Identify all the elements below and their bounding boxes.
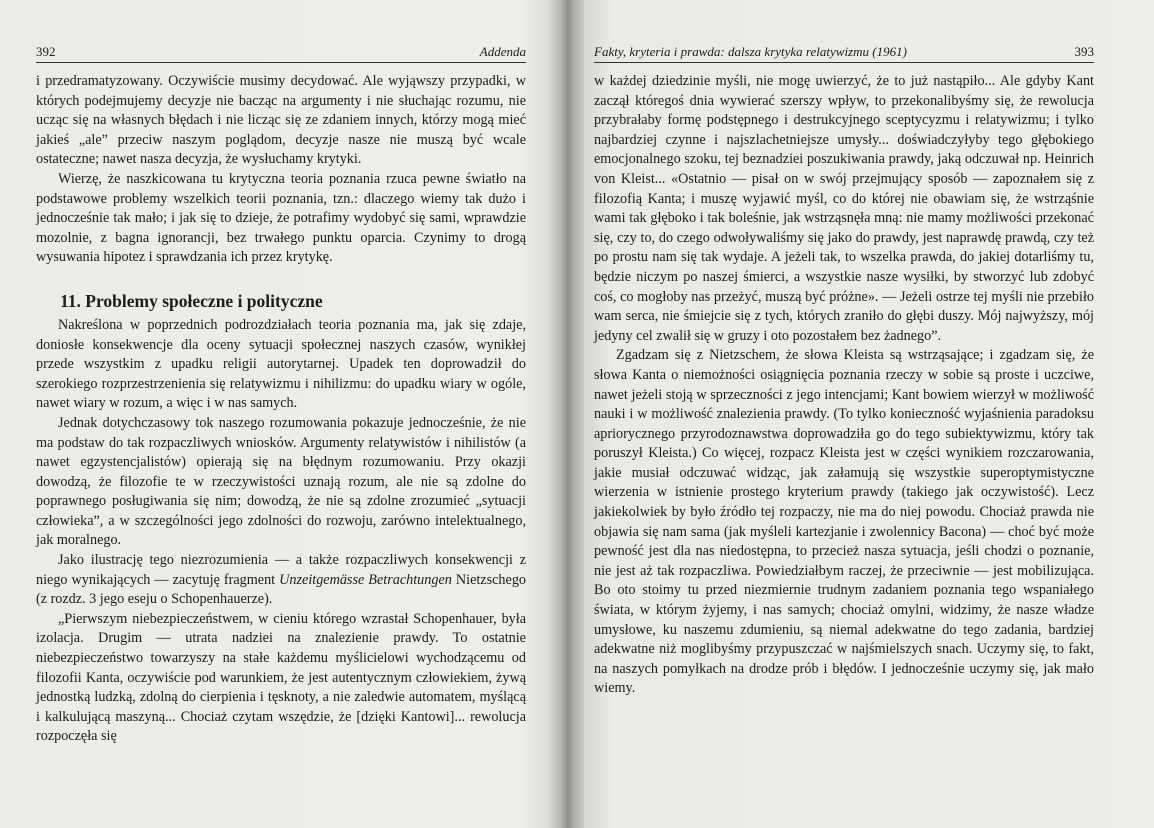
section-heading: 11. Problemy społeczne i polityczne (60, 290, 323, 311)
left-header-rule (36, 62, 526, 63)
left-paragraph-4: Jednak dotychczasowy tok naszego rozumowania pokazuje jednocześnie, że nie ma podstaw do tak rozpaczliwych wniosków. Argumenty relatywistów i nihilistów (a nawet egzystencjalistów) opierają się na błędnym rozumowaniu. Przy okazji dowodzą, że filozofie te w rzeczywistości uznają rozum, ale nie są zdolne do poprawnego posługiwania się nim; dowodzą, że nie są zdolne zrozumieć „sytuacji człowieka”, a w szczególności jego zdolności do rozwoju, zarówno intelektualnego, jak moralnego. (36, 414, 526, 549)
left-paragraph-6-quote: „Pierwszym niebezpieczeństwem, w cieniu którego wzrastał Schopenhauer, była izolacja. Drugim — utrata nadziei na znalezienie prawdy. To ostatnie niebezpieczeństwo towarzyszy na stałe każdemu myślicielowi wychodzącemu od filozofii Kanta, oczywiście pod warunkiem, że jest autentycznym człowiekiem, żywą jednostką ludzką, zdolną do cierpienia i tęsknoty, a nie zaledwie automatem, myślącą i kalkulującą maszyną... Chociaż czytam wszędzie, że [dzięki Kantowi]... rewolucja rozpoczęła się (36, 610, 526, 745)
left-paragraph-5 (36, 551, 526, 610)
left-paragraph-3: Nakreślona w poprzednich podrozdziałach teoria poznania ma, jak się zdaje, doniosłe konsekwencje dla oceny sytuacji społecznej naszych czasów, wynikłej przede wszystkim z upadku religii autorytarnej. Upadek ten doprowadził do szerokiego rozprzestrzenienia się relatywizmu i nihilizmu: do upadku wiary w ogóle, nawet wiary w rozum, a więc i w nas samych. (36, 316, 526, 412)
right-running-head: Fakty, kryteria i prawda: dalsza krytyka relatywizmu (1961) (594, 44, 907, 59)
right-page (580, 0, 1154, 828)
book-title-reference: Unzeitgemässe Betrachtungen (279, 571, 452, 588)
right-page-body (594, 72, 1094, 699)
right-paragraph-1: w każdej dziedzinie myśli, nie mogę uwierzyć, że to już nastąpiło... Ale gdyby Kant zaczął któregoś dnia wywierać szerszy wpływ, to przekonalibyśmy się, że rewolucja przybrałaby formę podstępnego i destrukcyjnego sceptycyzmu i relatywizmu; i tylko najbardziej czynne i najszlachetniejsze umysły... doświadczyłyby tego głębokiego emocjonalnego szoku, tej beznadziei poszukiwania prawdy, jaką odczuwał np. Heinrich von Kleist... «Ostatnio — pisał on w swój przejmujący sposób — zapoznałem się z filozofią Kanta; i muszę wyjawić myśl, co do której nie obawiam się, że wstrząśnie wami tak głęboko i tak boleśnie, jak wstrząsnęła mną: nie mamy możliwości przekonać się, czy to, do czego odwoływaliśmy się jako do prawdy, jest naprawdę prawdą, czy też po prostu nam się tak wydaje. A jeżeli tak, to wszelka prawda, do jakiej dotarliśmy tu, będzie niczym po naszej śmierci, a wszystkie nasze wysiłki, by stworzyć lub zdobyć coś, co mogłoby nas przeżyć, muszą być próżne». — Jeżeli ostrze tej myśli nie przebiło wam serca, nie śmiejcie się z tych, których zraniło do głębi duszy. Mój najwyższy, mój jedyny cel zwalił się w gruzy i oto pozostałem bez żadnego”. (594, 73, 1094, 344)
left-page-number: 392 (36, 44, 56, 59)
left-page-body (36, 72, 526, 747)
right-header-rule (594, 62, 1094, 63)
right-paragraph-2: Zgadzam się z Nietzschem, że słowa Kleista są wstrząsające; i zgadzam się, że słowa Kanta o niemożności osiągnięcia poznania rzeczy w sobie są proste i uczciwe, nawet jeżeli stoją w sprzeczności z jego intencjami; Kant bowiem wierzył w możliwość nauki i w możliwość znalezienia prawdy. (To tylko konieczność wyjaśnienia paradoksu apriorycznego przyrodoznawstwa doprowadziła go do tego subiektywizmu, który tak poruszył Kleista.) Co więcej, rozpacz Kleista jest w części wynikiem rozczarowania, jakie musiał odczuwać widząc, jak załamują się wszystkie superoptymistyczne wierzenia w istnienie prostego kryterium prawdy (takiego jak oczywistość). Lecz jakiekolwiek by było źródło tej rozpaczy, nie ma do niej powodu. Chociaż prawda nie objawia się nam sama (jak myśleli kartezjanie i zwolennicy Bacona) — choć być może pewność jest dla nas niedostępna, to przecież nasza sytuacja, jeśli chodzi o poznanie, nie jest aż tak rozpaczliwa. Powiedziałbym raczej, że przeciwnie — jest mobilizująca. Bo oto stoimy tu przed niezmiernie trudnym zadaniem poznania tego wspaniałego świata, w którym żyjemy, i nas samych; chociaż omylni, widzimy, że nasze władze umysłowe, ku naszemu zdumieniu, są niemal adekwatne do tego zadania, bardziej adekwatne niż moglibyśmy przypuszczać w najśmielszych snach. Uczymy się, to fakt, na naszych pomyłkach na drodze prób i błędów. I jednocześnie uczymy się, jak mało wiemy. (594, 347, 1094, 697)
illustration-text-after: Nietzschego (z rozdz. 3 jego eseju o Schopenhauerze). (36, 571, 527, 608)
left-running-head: Addenda (479, 44, 526, 59)
left-paragraph-2: Wierzę, że naszkicowana tu krytyczna teoria poznania rzuca pewne światło na podstawowe problemy wszelkich teorii poznania, tzn.: dlaczego wiemy tak dużo i jednocześnie tak mało; i jak się to dzieje, że potrafimy wydobyć się sami, wprawdzie mozolnie, z bagna ignorancji, bez trwałego punktu oparcia. Czynimy to drogą wysuwania hipotez i sprawdzania ich przez krytykę. (36, 170, 526, 266)
left-page (0, 0, 560, 828)
right-page-number: 393 (1074, 44, 1094, 59)
left-paragraph-1: i przedramatyzowany. Oczywiście musimy decydować. Ale wyjąwszy przypadki, w których podejmujemy decyzje nie bacząc na argumenty i nie słuchając rozumu, nie ucząc się na własnych błędach i nie licząc się ze zdaniem innych, którzy mogą mieć jakieś „ale” przeciw naszym poglądom, decyzje nasze nie muszą być wcale ostateczne; nawet nasza decyzja, że wysłuchamy krytyki. (36, 73, 526, 168)
illustration-text-before: Jako ilustrację tego niezrozumienia — a także rozpaczliwych konsekwencji z niego wynikających — zacytuję fragment (36, 552, 526, 588)
